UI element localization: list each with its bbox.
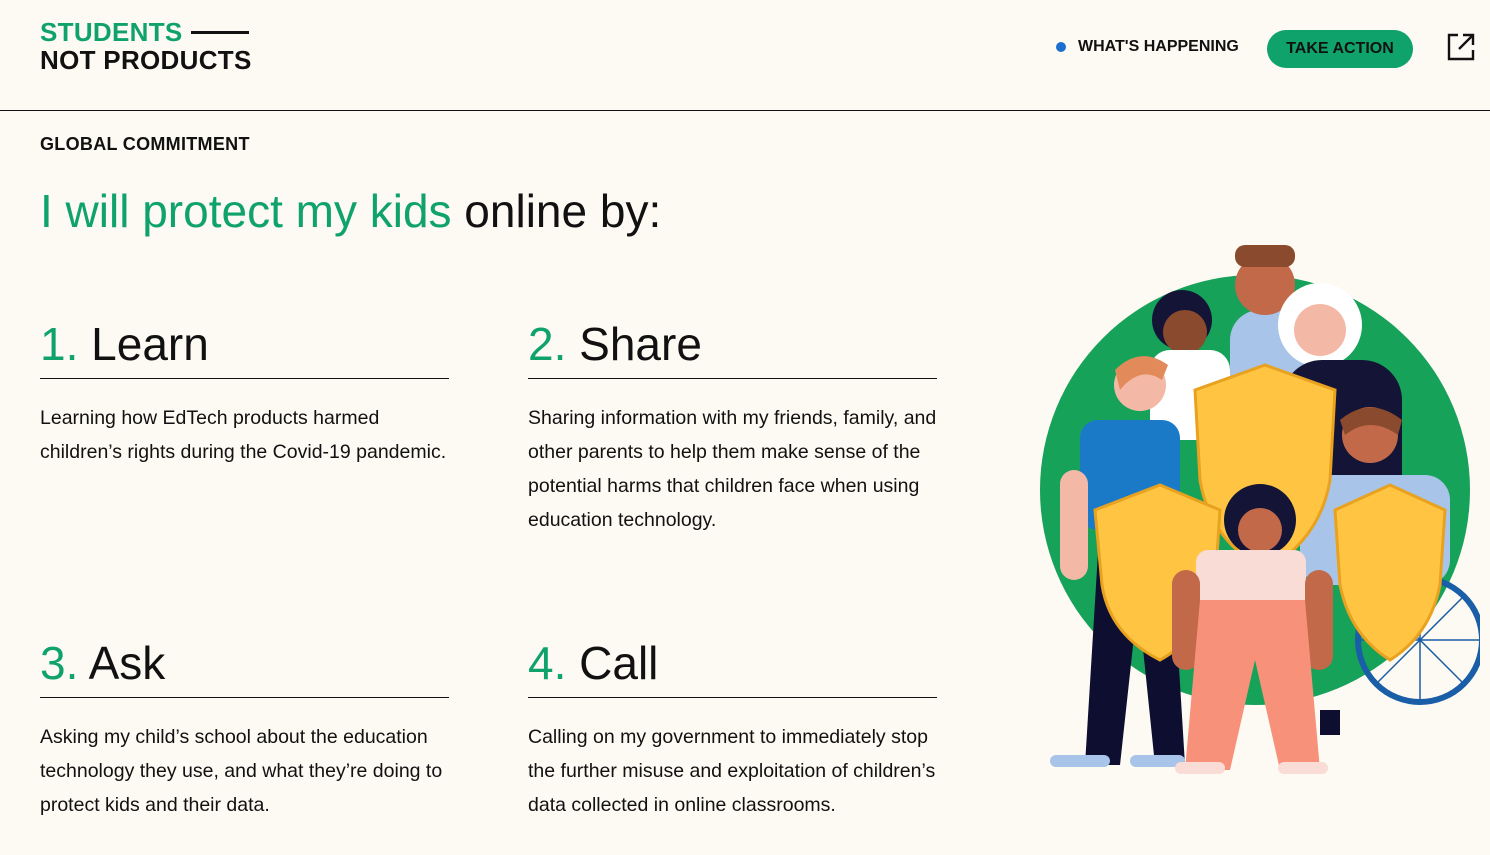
- nav-whats-happening-label: WHAT'S HAPPENING: [1078, 38, 1239, 55]
- card-heading: Call: [566, 637, 659, 689]
- card-description: Calling on my government to immediately stop the further misuse and exploitation of children’s data collected in online classrooms.: [528, 726, 936, 816]
- site-header: [0, 0, 1490, 111]
- commitment-card-share: [528, 314, 937, 537]
- card-divider: [528, 697, 937, 698]
- site-logo[interactable]: [40, 18, 252, 74]
- card-title: [40, 314, 449, 374]
- card-number: 2.: [528, 318, 567, 370]
- take-action-button[interactable]: TAKE ACTION: [1267, 30, 1413, 68]
- commitment-card-learn: [40, 314, 449, 469]
- card-description: Sharing information with my friends, family, and other parents to help them make sense of the potential harms that children face when using education technology.: [528, 407, 937, 531]
- card-title: [528, 314, 937, 374]
- card-number: 1.: [40, 318, 79, 370]
- card-title: [528, 633, 937, 693]
- card-title: [40, 633, 449, 693]
- section-eyebrow: GLOBAL COMMITMENT: [40, 134, 250, 154]
- headline-rest: online by:: [451, 185, 662, 237]
- card-description: Learning how EdTech products harmed children’s rights during the Covid-19 pandemic.: [40, 407, 447, 463]
- commitment-card-call: [528, 633, 937, 822]
- card-heading: Learn: [78, 318, 209, 370]
- card-heading: Ask: [78, 637, 166, 689]
- card-divider: [40, 697, 449, 698]
- card-divider: [528, 378, 937, 379]
- external-link-icon[interactable]: [1446, 32, 1476, 62]
- nav-whats-happening[interactable]: [1056, 38, 1239, 56]
- card-divider: [40, 378, 449, 379]
- page-headline: [40, 184, 661, 238]
- family-with-shields-illustration: [1020, 240, 1480, 780]
- logo-students-text: STUDENTS: [40, 17, 183, 47]
- logo-dash: [191, 31, 249, 34]
- card-heading: Share: [566, 318, 702, 370]
- commitment-card-ask: [40, 633, 449, 822]
- logo-not-products-text: NOT PRODUCTS: [40, 45, 252, 75]
- dot-icon: [1056, 42, 1066, 52]
- card-description: Asking my child’s school about the education technology they use, and what they’re doing to protect kids and their data.: [40, 726, 443, 816]
- headline-highlight: I will protect my kids: [40, 185, 452, 237]
- card-number: 3.: [40, 637, 79, 689]
- card-number: 4.: [528, 637, 567, 689]
